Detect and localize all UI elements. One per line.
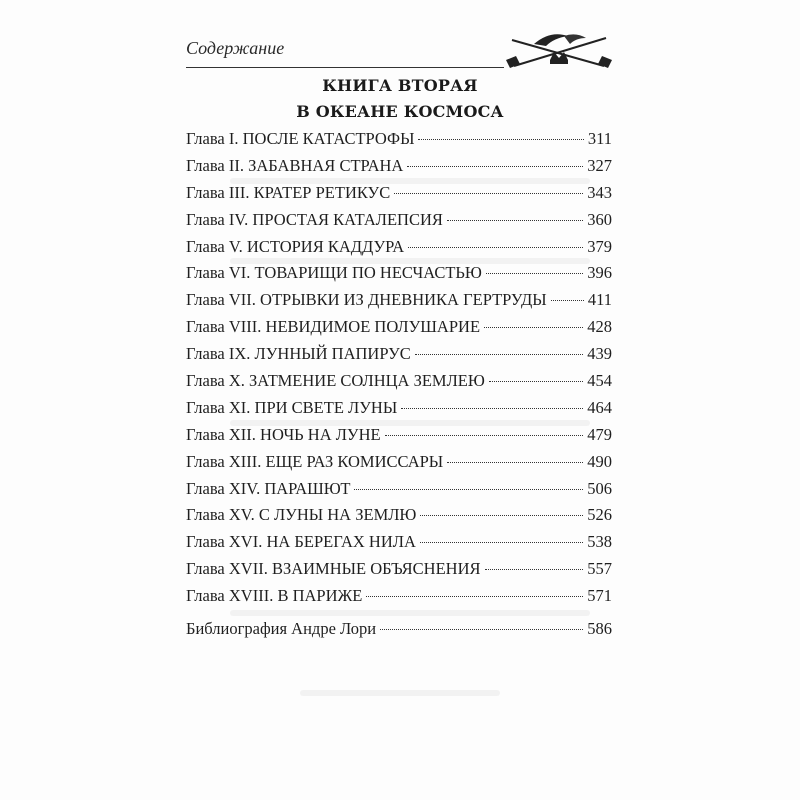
toc-entry[interactable] xyxy=(186,505,612,532)
toc-leader-dots xyxy=(420,542,583,543)
book-part-title: КНИГА ВТОРАЯ xyxy=(322,76,478,95)
toc-entry-title: Глава XI. ПРИ СВЕТЕ ЛУНЫ xyxy=(186,397,398,417)
toc-leader-dots xyxy=(418,139,583,140)
toc-entry-title: Глава XVIII. В ПАРИЖЕ xyxy=(186,586,363,606)
toc-entry-title: Глава VII. ОТРЫВКИ ИЗ ДНЕВНИКА ГЕРТРУДЫ xyxy=(186,290,547,310)
toc-entry-page: 557 xyxy=(587,559,612,579)
toc-entry[interactable] xyxy=(186,317,612,344)
toc-leader-dots xyxy=(408,247,583,248)
toc-leader-dots xyxy=(486,273,583,274)
toc-entry-page: 439 xyxy=(587,344,612,364)
toc-entry-title: Глава III. КРАТЕР РЕТИКУС xyxy=(186,182,391,202)
toc-entry-page: 343 xyxy=(587,182,612,202)
toc-leader-dots xyxy=(385,435,584,436)
toc-entry-title: Глава V. ИСТОРИЯ КАДДУРА xyxy=(186,236,405,256)
toc-entry[interactable] xyxy=(186,532,612,559)
toc-entry[interactable] xyxy=(186,210,612,237)
toc-entry[interactable] xyxy=(186,479,612,506)
toc-entry-title: Глава XII. НОЧЬ НА ЛУНЕ xyxy=(186,424,381,444)
toc-leader-dots xyxy=(415,354,583,355)
toc-entry[interactable] xyxy=(186,425,612,452)
toc-leader-dots xyxy=(485,569,584,570)
header-rule xyxy=(186,67,504,68)
toc-entry-page: 506 xyxy=(587,478,612,498)
toc-entry-title: Глава XIV. ПАРАШЮТ xyxy=(186,478,351,498)
toc-entry-title: Глава II. ЗАБАВНАЯ СТРАНА xyxy=(186,155,404,175)
toc-entry-title: Библиография Андре Лори xyxy=(186,619,377,639)
toc-entry-title: Глава VIII. НЕВИДИМОЕ ПОЛУШАРИЕ xyxy=(186,317,481,337)
toc-entry[interactable] xyxy=(186,586,612,613)
book-subtitle: В ОКЕАНЕ КОСМОСА xyxy=(296,102,504,121)
toc-entry-title: Глава XVII. ВЗАИМНЫЕ ОБЪЯСНЕНИЯ xyxy=(186,559,481,579)
toc-leader-dots xyxy=(380,629,583,630)
toc-leader-dots xyxy=(407,166,583,167)
toc-leader-dots xyxy=(447,462,583,463)
toc-entry-page: 526 xyxy=(587,505,612,525)
toc-entry-page: 586 xyxy=(587,619,612,639)
toc-entry[interactable] xyxy=(186,344,612,371)
toc-entry-page: 428 xyxy=(587,317,612,337)
toc-entry-title: Глава XIII. ЕЩЕ РАЗ КОМИССАРЫ xyxy=(186,451,444,471)
running-header xyxy=(186,28,614,76)
toc-leader-dots xyxy=(366,596,583,597)
running-header-title: Содержание xyxy=(186,38,285,58)
toc-entry[interactable] xyxy=(186,452,612,479)
toc-entry-page: 571 xyxy=(587,586,612,606)
toc-entry[interactable] xyxy=(186,559,612,586)
toc-entry[interactable] xyxy=(186,371,612,398)
toc-entry-page: 396 xyxy=(587,263,612,283)
toc-leader-dots xyxy=(484,327,583,328)
show-through-mark xyxy=(300,690,500,696)
toc-leader-dots xyxy=(354,489,583,490)
toc-entry[interactable] xyxy=(186,290,612,317)
toc-entry-page: 360 xyxy=(587,209,612,229)
toc-entry[interactable] xyxy=(186,237,612,264)
table-of-contents xyxy=(186,129,612,646)
toc-entry-page: 538 xyxy=(587,532,612,552)
toc-leader-dots xyxy=(447,220,583,221)
toc-leader-dots xyxy=(551,300,584,301)
toc-entry-page: 327 xyxy=(587,155,612,175)
toc-entry-page: 490 xyxy=(587,451,612,471)
toc-entry[interactable] xyxy=(186,156,612,183)
toc-entry-page: 454 xyxy=(587,371,612,391)
toc-entry-page: 379 xyxy=(587,236,612,256)
toc-entry-title: Глава XV. С ЛУНЫ НА ЗЕМЛЮ xyxy=(186,505,417,525)
toc-entry[interactable] xyxy=(186,183,612,210)
toc-entry-title: Глава X. ЗАТМЕНИЕ СОЛНЦА ЗЕМЛЕЮ xyxy=(186,371,485,391)
toc-entry-page: 464 xyxy=(587,397,612,417)
toc-entry[interactable] xyxy=(186,263,612,290)
toc-entry-page: 479 xyxy=(587,424,612,444)
toc-entry-page: 411 xyxy=(587,290,612,310)
crossed-swords-crown-ornament-icon xyxy=(504,30,614,74)
toc-leader-dots xyxy=(420,515,583,516)
toc-entry-bibliography[interactable] xyxy=(186,619,612,646)
toc-entry-page: 311 xyxy=(587,129,612,148)
toc-entry-title: Глава VI. ТОВАРИЩИ ПО НЕСЧАСТЬЮ xyxy=(186,263,482,283)
toc-entry-title: Глава I. ПОСЛЕ КАТАСТРОФЫ xyxy=(186,129,415,148)
toc-entry[interactable] xyxy=(186,398,612,425)
toc-entry-title: Глава IX. ЛУННЫЙ ПАПИРУС xyxy=(186,344,411,364)
toc-entry-title: Глава IV. ПРОСТАЯ КАТАЛЕПСИЯ xyxy=(186,209,443,229)
toc-leader-dots xyxy=(394,193,583,194)
toc-entry[interactable] xyxy=(186,129,612,156)
toc-leader-dots xyxy=(489,381,583,382)
toc-entry-title: Глава XVI. НА БЕРЕГАХ НИЛА xyxy=(186,532,416,552)
toc-leader-dots xyxy=(401,408,583,409)
